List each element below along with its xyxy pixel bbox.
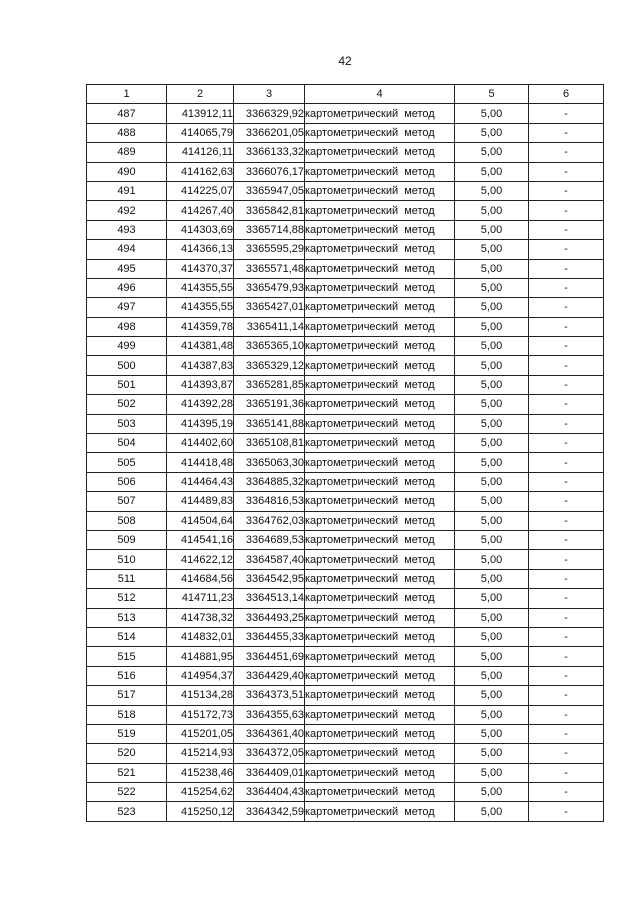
table-row: [87, 608, 604, 627]
x-coordinate-cell: 414267,40: [167, 201, 234, 220]
x-coordinate-cell: 414370,37: [167, 259, 234, 278]
x-coordinate-cell: 414622,12: [167, 550, 234, 569]
note-cell: -: [529, 511, 604, 530]
x-coordinate-cell: 415250,12: [167, 802, 234, 821]
table-row: [87, 143, 604, 162]
method-cell: картометрический метод: [305, 647, 455, 666]
note-cell: -: [529, 162, 604, 181]
point-number-cell: 519: [87, 724, 167, 743]
y-coordinate-cell: 3364342,59: [234, 802, 305, 821]
accuracy-cell: 5,00: [455, 492, 529, 511]
method-cell: картометрический метод: [305, 104, 455, 123]
accuracy-cell: 5,00: [455, 472, 529, 491]
point-number-cell: 488: [87, 123, 167, 142]
table-row: [87, 414, 604, 433]
method-cell: картометрический метод: [305, 201, 455, 220]
point-number-cell: 497: [87, 298, 167, 317]
x-coordinate-cell: 414418,48: [167, 453, 234, 472]
y-coordinate-cell: 3364816,53: [234, 492, 305, 511]
table-row: [87, 453, 604, 472]
x-coordinate-cell: 414359,78: [167, 317, 234, 336]
accuracy-cell: 5,00: [455, 666, 529, 685]
point-number-cell: 496: [87, 278, 167, 297]
x-coordinate-cell: 414381,48: [167, 337, 234, 356]
x-coordinate-cell: 414366,13: [167, 240, 234, 259]
note-cell: -: [529, 608, 604, 627]
x-coordinate-cell: 414387,83: [167, 356, 234, 375]
y-coordinate-cell: 3365571,48: [234, 259, 305, 278]
accuracy-cell: 5,00: [455, 511, 529, 530]
method-cell: картометрический метод: [305, 123, 455, 142]
accuracy-cell: 5,00: [455, 550, 529, 569]
y-coordinate-cell: 3364542,95: [234, 569, 305, 588]
note-cell: -: [529, 627, 604, 646]
method-cell: картометрический метод: [305, 278, 455, 297]
y-coordinate-cell: 3365842,81: [234, 201, 305, 220]
note-cell: -: [529, 589, 604, 608]
note-cell: -: [529, 337, 604, 356]
y-coordinate-cell: 3366133,32: [234, 143, 305, 162]
column-header: 6: [529, 85, 604, 104]
x-coordinate-cell: 415238,46: [167, 763, 234, 782]
accuracy-cell: 5,00: [455, 220, 529, 239]
point-number-cell: 512: [87, 589, 167, 608]
note-cell: -: [529, 647, 604, 666]
x-coordinate-cell: 414225,07: [167, 181, 234, 200]
y-coordinate-cell: 3364355,63: [234, 705, 305, 724]
table-row: [87, 434, 604, 453]
y-coordinate-cell: 3365714,88: [234, 220, 305, 239]
point-number-cell: 517: [87, 686, 167, 705]
accuracy-cell: 5,00: [455, 802, 529, 821]
y-coordinate-cell: 3365141,88: [234, 414, 305, 433]
accuracy-cell: 5,00: [455, 453, 529, 472]
table-row: [87, 337, 604, 356]
table-row: [87, 395, 604, 414]
note-cell: -: [529, 783, 604, 802]
table-row: [87, 783, 604, 802]
note-cell: -: [529, 278, 604, 297]
note-cell: -: [529, 434, 604, 453]
method-cell: картометрический метод: [305, 414, 455, 433]
method-cell: картометрический метод: [305, 686, 455, 705]
point-number-cell: 501: [87, 375, 167, 394]
accuracy-cell: 5,00: [455, 123, 529, 142]
point-number-cell: 505: [87, 453, 167, 472]
y-coordinate-cell: 3364885,32: [234, 472, 305, 491]
x-coordinate-cell: 414504,64: [167, 511, 234, 530]
x-coordinate-cell: 415214,93: [167, 744, 234, 763]
y-coordinate-cell: 3366329,92: [234, 104, 305, 123]
point-number-cell: 504: [87, 434, 167, 453]
x-coordinate-cell: 414832,01: [167, 627, 234, 646]
x-coordinate-cell: 414464,43: [167, 472, 234, 491]
method-cell: картометрический метод: [305, 434, 455, 453]
note-cell: -: [529, 104, 604, 123]
accuracy-cell: 5,00: [455, 705, 529, 724]
table-row: [87, 259, 604, 278]
method-cell: картометрический метод: [305, 608, 455, 627]
accuracy-cell: 5,00: [455, 201, 529, 220]
point-number-cell: 521: [87, 763, 167, 782]
y-coordinate-cell: 3364429,40: [234, 666, 305, 685]
page-number: 42: [338, 54, 352, 68]
method-cell: картометрический метод: [305, 569, 455, 588]
table-row: [87, 705, 604, 724]
column-header: 2: [167, 85, 234, 104]
column-header: 4: [305, 85, 455, 104]
x-coordinate-cell: 415201,05: [167, 724, 234, 743]
table-row: [87, 492, 604, 511]
note-cell: -: [529, 724, 604, 743]
note-cell: -: [529, 744, 604, 763]
accuracy-cell: 5,00: [455, 608, 529, 627]
table-row: [87, 724, 604, 743]
y-coordinate-cell: 3364493,25: [234, 608, 305, 627]
method-cell: картометрический метод: [305, 705, 455, 724]
point-number-cell: 522: [87, 783, 167, 802]
accuracy-cell: 5,00: [455, 143, 529, 162]
y-coordinate-cell: 3364587,40: [234, 550, 305, 569]
y-coordinate-cell: 3366201,05: [234, 123, 305, 142]
accuracy-cell: 5,00: [455, 414, 529, 433]
y-coordinate-cell: 3365595,29: [234, 240, 305, 259]
x-coordinate-cell: 414355,55: [167, 298, 234, 317]
accuracy-cell: 5,00: [455, 569, 529, 588]
note-cell: -: [529, 686, 604, 705]
note-cell: -: [529, 705, 604, 724]
x-coordinate-cell: 414881,95: [167, 647, 234, 666]
table-row: [87, 104, 604, 123]
table-row: [87, 550, 604, 569]
x-coordinate-cell: 414162,63: [167, 162, 234, 181]
y-coordinate-cell: 3364451,69: [234, 647, 305, 666]
column-header: 1: [87, 85, 167, 104]
note-cell: -: [529, 317, 604, 336]
table-row: [87, 201, 604, 220]
note-cell: -: [529, 201, 604, 220]
column-header: 3: [234, 85, 305, 104]
x-coordinate-cell: 414303,69: [167, 220, 234, 239]
note-cell: -: [529, 550, 604, 569]
y-coordinate-cell: 3364404,43: [234, 783, 305, 802]
point-number-cell: 506: [87, 472, 167, 491]
x-coordinate-cell: 414954,37: [167, 666, 234, 685]
table-row: [87, 763, 604, 782]
point-number-cell: 509: [87, 530, 167, 549]
x-coordinate-cell: 415254,62: [167, 783, 234, 802]
accuracy-cell: 5,00: [455, 298, 529, 317]
table-row: [87, 240, 604, 259]
method-cell: картометрический метод: [305, 666, 455, 685]
note-cell: -: [529, 143, 604, 162]
column-header: 5: [455, 85, 529, 104]
accuracy-cell: 5,00: [455, 627, 529, 646]
y-coordinate-cell: 3364361,40: [234, 724, 305, 743]
accuracy-cell: 5,00: [455, 395, 529, 414]
table-row: [87, 181, 604, 200]
y-coordinate-cell: 3365411,14: [234, 317, 305, 336]
accuracy-cell: 5,00: [455, 647, 529, 666]
method-cell: картометрический метод: [305, 550, 455, 569]
x-coordinate-cell: 414395,19: [167, 414, 234, 433]
table-header-row: [87, 85, 604, 104]
x-coordinate-cell: 414355,55: [167, 278, 234, 297]
point-number-cell: 498: [87, 317, 167, 336]
table-row: [87, 298, 604, 317]
note-cell: -: [529, 298, 604, 317]
table-row: [87, 744, 604, 763]
note-cell: -: [529, 259, 604, 278]
point-number-cell: 502: [87, 395, 167, 414]
method-cell: картометрический метод: [305, 181, 455, 200]
note-cell: -: [529, 240, 604, 259]
accuracy-cell: 5,00: [455, 240, 529, 259]
method-cell: картометрический метод: [305, 802, 455, 821]
point-number-cell: 518: [87, 705, 167, 724]
accuracy-cell: 5,00: [455, 104, 529, 123]
accuracy-cell: 5,00: [455, 686, 529, 705]
y-coordinate-cell: 3365479,93: [234, 278, 305, 297]
y-coordinate-cell: 3364372,05: [234, 744, 305, 763]
y-coordinate-cell: 3364689,53: [234, 530, 305, 549]
table-body: [87, 104, 604, 821]
table-row: [87, 220, 604, 239]
x-coordinate-cell: 415172,73: [167, 705, 234, 724]
table-row: [87, 278, 604, 297]
note-cell: -: [529, 802, 604, 821]
note-cell: -: [529, 666, 604, 685]
accuracy-cell: 5,00: [455, 337, 529, 356]
method-cell: картометрический метод: [305, 783, 455, 802]
point-number-cell: 494: [87, 240, 167, 259]
note-cell: -: [529, 220, 604, 239]
table-row: [87, 162, 604, 181]
table-row: [87, 666, 604, 685]
point-number-cell: 520: [87, 744, 167, 763]
point-number-cell: 513: [87, 608, 167, 627]
method-cell: картометрический метод: [305, 589, 455, 608]
x-coordinate-cell: 415134,28: [167, 686, 234, 705]
method-cell: картометрический метод: [305, 744, 455, 763]
note-cell: -: [529, 123, 604, 142]
point-number-cell: 508: [87, 511, 167, 530]
point-number-cell: 495: [87, 259, 167, 278]
y-coordinate-cell: 3365191,36: [234, 395, 305, 414]
x-coordinate-cell: 414065,79: [167, 123, 234, 142]
table-row: [87, 686, 604, 705]
table-row: [87, 472, 604, 491]
method-cell: картометрический метод: [305, 492, 455, 511]
method-cell: картометрический метод: [305, 453, 455, 472]
x-coordinate-cell: 413912,11: [167, 104, 234, 123]
y-coordinate-cell: 3365281,85: [234, 375, 305, 394]
y-coordinate-cell: 3365063,30: [234, 453, 305, 472]
method-cell: картометрический метод: [305, 220, 455, 239]
note-cell: -: [529, 472, 604, 491]
method-cell: картометрический метод: [305, 259, 455, 278]
method-cell: картометрический метод: [305, 530, 455, 549]
accuracy-cell: 5,00: [455, 278, 529, 297]
y-coordinate-cell: 3364455,33: [234, 627, 305, 646]
coordinates-table: [86, 84, 604, 822]
y-coordinate-cell: 3365329,12: [234, 356, 305, 375]
method-cell: картометрический метод: [305, 143, 455, 162]
accuracy-cell: 5,00: [455, 434, 529, 453]
x-coordinate-cell: 414541,16: [167, 530, 234, 549]
point-number-cell: 514: [87, 627, 167, 646]
point-number-cell: 511: [87, 569, 167, 588]
y-coordinate-cell: 3365427,01: [234, 298, 305, 317]
accuracy-cell: 5,00: [455, 317, 529, 336]
x-coordinate-cell: 414402,60: [167, 434, 234, 453]
point-number-cell: 516: [87, 666, 167, 685]
point-number-cell: 515: [87, 647, 167, 666]
accuracy-cell: 5,00: [455, 259, 529, 278]
y-coordinate-cell: 3364409,01: [234, 763, 305, 782]
method-cell: картометрический метод: [305, 472, 455, 491]
table-row: [87, 317, 604, 336]
note-cell: -: [529, 395, 604, 414]
note-cell: -: [529, 569, 604, 588]
table-row: [87, 530, 604, 549]
x-coordinate-cell: 414392,28: [167, 395, 234, 414]
method-cell: картометрический метод: [305, 317, 455, 336]
note-cell: -: [529, 356, 604, 375]
method-cell: картометрический метод: [305, 763, 455, 782]
accuracy-cell: 5,00: [455, 724, 529, 743]
accuracy-cell: 5,00: [455, 356, 529, 375]
table-row: [87, 647, 604, 666]
table-row: [87, 511, 604, 530]
note-cell: -: [529, 492, 604, 511]
accuracy-cell: 5,00: [455, 375, 529, 394]
x-coordinate-cell: 414489,83: [167, 492, 234, 511]
point-number-cell: 510: [87, 550, 167, 569]
point-number-cell: 493: [87, 220, 167, 239]
y-coordinate-cell: 3364762,03: [234, 511, 305, 530]
note-cell: -: [529, 763, 604, 782]
table-row: [87, 802, 604, 821]
table-row: [87, 356, 604, 375]
method-cell: картометрический метод: [305, 298, 455, 317]
accuracy-cell: 5,00: [455, 783, 529, 802]
accuracy-cell: 5,00: [455, 530, 529, 549]
x-coordinate-cell: 414126,11: [167, 143, 234, 162]
note-cell: -: [529, 414, 604, 433]
point-number-cell: 507: [87, 492, 167, 511]
method-cell: картометрический метод: [305, 356, 455, 375]
y-coordinate-cell: 3366076,17: [234, 162, 305, 181]
point-number-cell: 503: [87, 414, 167, 433]
method-cell: картометрический метод: [305, 511, 455, 530]
point-number-cell: 491: [87, 181, 167, 200]
note-cell: -: [529, 375, 604, 394]
accuracy-cell: 5,00: [455, 763, 529, 782]
point-number-cell: 500: [87, 356, 167, 375]
table-row: [87, 123, 604, 142]
x-coordinate-cell: 414393,87: [167, 375, 234, 394]
method-cell: картометрический метод: [305, 724, 455, 743]
method-cell: картометрический метод: [305, 240, 455, 259]
table-row: [87, 589, 604, 608]
point-number-cell: 490: [87, 162, 167, 181]
method-cell: картометрический метод: [305, 337, 455, 356]
accuracy-cell: 5,00: [455, 744, 529, 763]
x-coordinate-cell: 414711,23: [167, 589, 234, 608]
y-coordinate-cell: 3365365,10: [234, 337, 305, 356]
method-cell: картометрический метод: [305, 162, 455, 181]
point-number-cell: 523: [87, 802, 167, 821]
note-cell: -: [529, 530, 604, 549]
accuracy-cell: 5,00: [455, 181, 529, 200]
accuracy-cell: 5,00: [455, 162, 529, 181]
method-cell: картометрический метод: [305, 395, 455, 414]
x-coordinate-cell: 414738,32: [167, 608, 234, 627]
point-number-cell: 487: [87, 104, 167, 123]
method-cell: картометрический метод: [305, 375, 455, 394]
point-number-cell: 489: [87, 143, 167, 162]
point-number-cell: 499: [87, 337, 167, 356]
note-cell: -: [529, 181, 604, 200]
y-coordinate-cell: 3365947,05: [234, 181, 305, 200]
method-cell: картометрический метод: [305, 627, 455, 646]
note-cell: -: [529, 453, 604, 472]
y-coordinate-cell: 3365108,81: [234, 434, 305, 453]
x-coordinate-cell: 414684,56: [167, 569, 234, 588]
table-row: [87, 627, 604, 646]
table-row: [87, 375, 604, 394]
y-coordinate-cell: 3364373,51: [234, 686, 305, 705]
y-coordinate-cell: 3364513,14: [234, 589, 305, 608]
point-number-cell: 492: [87, 201, 167, 220]
table-row: [87, 569, 604, 588]
accuracy-cell: 5,00: [455, 589, 529, 608]
